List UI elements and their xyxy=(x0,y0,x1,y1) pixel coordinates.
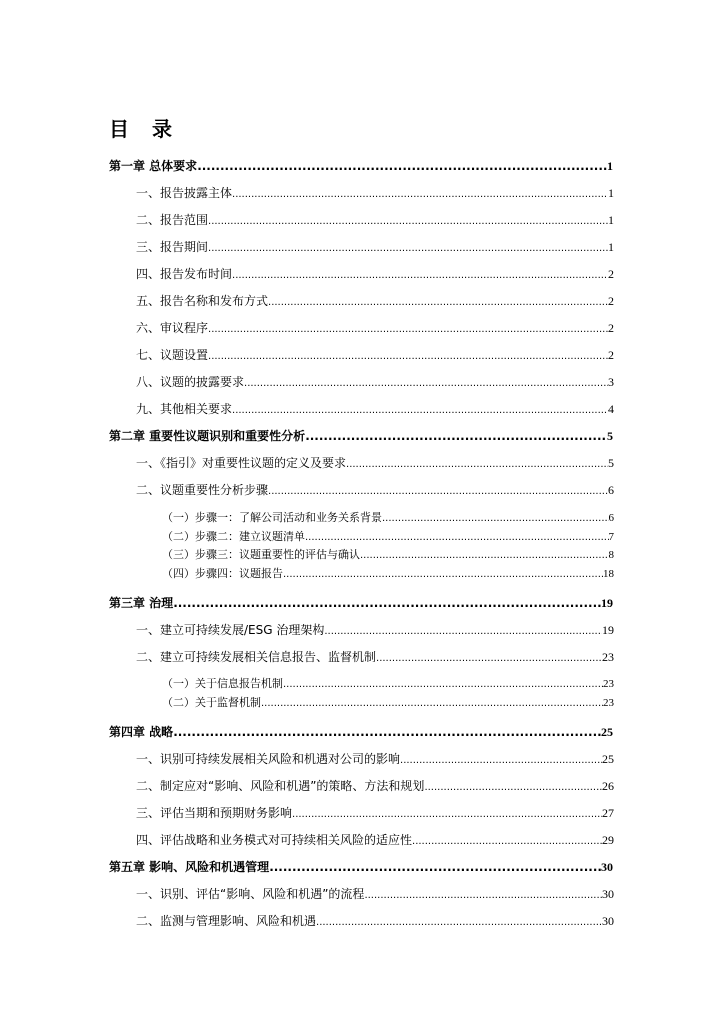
toc-page-number: 30 xyxy=(601,860,613,874)
toc-page-number: 29 xyxy=(602,833,614,847)
toc-page-number: 7 xyxy=(608,531,614,543)
toc-entry-title: 二、监测与管理影响、风险和机遇 xyxy=(136,914,317,928)
toc-entry-title: 第五章 影响、风险和机遇管理 xyxy=(109,860,270,874)
toc-page-number: 1 xyxy=(608,240,614,254)
toc-entry-title: 九、其他相关要求 xyxy=(136,402,233,416)
toc-page-number: 25 xyxy=(602,752,614,766)
toc-leader-dots xyxy=(244,374,608,392)
toc-leader-dots xyxy=(305,428,607,444)
toc-leader-dots xyxy=(364,886,602,904)
toc-leader-dots xyxy=(173,595,601,611)
toc-section-entry[interactable] xyxy=(136,482,614,500)
toc-section-entry[interactable] xyxy=(136,266,614,284)
toc-page-number: 6 xyxy=(608,483,614,497)
toc-leader-dots xyxy=(382,511,609,526)
toc-entry-title: 二、建立可持续发展相关信息报告、监督机制 xyxy=(136,650,377,664)
toc-subsection-entry[interactable] xyxy=(162,696,614,711)
toc-page-number: 26 xyxy=(602,779,614,793)
toc-entry-title: 二、议题重要性分析步骤 xyxy=(136,483,269,497)
toc-entry-title: 一、《指引》对重要性议题的定义及要求 xyxy=(136,456,347,470)
toc-entry-title: （二）关于监督机制 xyxy=(162,696,261,709)
toc-entry-title: 六、审议程序 xyxy=(136,321,209,335)
toc-leader-dots xyxy=(292,805,602,823)
toc-leader-dots xyxy=(424,778,602,796)
toc-leader-dots xyxy=(376,649,602,667)
toc-page-number: 1 xyxy=(608,186,614,200)
toc-section-entry[interactable] xyxy=(136,185,614,203)
toc-section-entry[interactable] xyxy=(136,778,614,796)
toc-section-entry[interactable] xyxy=(136,886,614,904)
toc-page-number: 3 xyxy=(608,375,614,389)
toc-leader-dots xyxy=(197,158,607,174)
toc-chapter-entry[interactable] xyxy=(109,595,613,611)
toc-entry-title: 第三章 治理 xyxy=(109,596,174,610)
toc-title: 目 录 xyxy=(109,117,180,141)
toc-section-entry[interactable] xyxy=(136,913,614,931)
toc-entry-title: 五、报告名称和发布方式 xyxy=(136,294,269,308)
toc-entry-title: 四、报告发布时间 xyxy=(136,267,233,281)
toc-subsection-entry[interactable] xyxy=(162,548,614,563)
toc-page-number: 4 xyxy=(608,402,614,416)
toc-section-entry[interactable] xyxy=(136,374,614,392)
toc-entry-title: （二）步骤二：建立议题清单 xyxy=(162,530,305,543)
toc-entry-title: （一）步骤一：了解公司活动和业务关系背景 xyxy=(162,511,382,524)
toc-page-number: 2 xyxy=(608,294,614,308)
toc-leader-dots xyxy=(208,347,608,365)
toc-entry-title: 三、评估当期和预期财务影响 xyxy=(136,806,293,820)
toc-leader-dots xyxy=(316,913,602,931)
toc-leader-dots xyxy=(412,832,602,850)
toc-leader-dots xyxy=(173,724,601,740)
toc-page-number: 25 xyxy=(601,725,613,739)
toc-section-entry[interactable] xyxy=(136,832,614,850)
toc-subsection-entry[interactable] xyxy=(162,511,614,526)
toc-entry-title: 一、识别、评估“影响、风险和机遇”的流程 xyxy=(136,887,365,901)
toc-page-number: 30 xyxy=(602,887,614,901)
toc-leader-dots xyxy=(232,401,608,419)
toc-leader-dots xyxy=(268,293,608,311)
toc-page-number: 2 xyxy=(608,348,614,362)
toc-section-entry[interactable] xyxy=(136,212,614,230)
toc-chapter-entry[interactable] xyxy=(109,158,613,174)
toc-page-number: 18 xyxy=(603,568,614,580)
toc-entry-title: 二、制定应对“影响、风险和机遇”的策略、方法和规划 xyxy=(136,779,425,793)
toc-entry-title: （三）步骤三：议题重要性的评估与确认 xyxy=(162,548,360,561)
toc-entry-title: 一、识别可持续发展相关风险和机遇对公司的影响 xyxy=(136,752,401,766)
toc-entry-title: 第二章 重要性议题识别和重要性分析 xyxy=(109,429,306,443)
toc-page-number: 19 xyxy=(602,623,614,637)
toc-entry-title: 三、报告期间 xyxy=(136,240,209,254)
toc-leader-dots xyxy=(305,530,609,545)
toc-entry-title: 二、报告范围 xyxy=(136,213,209,227)
toc-leader-dots xyxy=(283,567,603,582)
toc-page-number: 19 xyxy=(601,596,613,610)
toc-entry-title: 一、报告披露主体 xyxy=(136,186,233,200)
toc-page-number: 5 xyxy=(608,456,614,470)
toc-entry-title: （一）关于信息报告机制 xyxy=(162,677,283,690)
toc-section-entry[interactable] xyxy=(136,805,614,823)
toc-leader-dots xyxy=(324,622,602,640)
toc-entry-title: 一、建立可持续发展/ESG 治理架构 xyxy=(136,623,325,637)
toc-subsection-entry[interactable] xyxy=(162,530,614,545)
toc-section-entry[interactable] xyxy=(136,622,614,640)
toc-page-number: 27 xyxy=(602,806,614,820)
toc-subsection-entry[interactable] xyxy=(162,567,614,582)
toc-leader-dots xyxy=(268,482,608,500)
toc-entry-title: 八、议题的披露要求 xyxy=(136,375,245,389)
toc-section-entry[interactable] xyxy=(136,455,614,473)
toc-section-entry[interactable] xyxy=(136,649,614,667)
toc-chapter-entry[interactable] xyxy=(109,724,613,740)
toc-page-number: 5 xyxy=(607,429,613,443)
toc-entry-title: 七、议题设置 xyxy=(136,348,209,362)
toc-section-entry[interactable] xyxy=(136,239,614,257)
toc-page-number: 2 xyxy=(608,321,614,335)
toc-leader-dots xyxy=(360,548,609,563)
toc-leader-dots xyxy=(261,696,603,711)
toc-page-number: 1 xyxy=(608,213,614,227)
toc-entry-title: 第一章 总体要求 xyxy=(109,159,198,173)
toc-leader-dots xyxy=(400,751,602,769)
toc-chapter-entry[interactable] xyxy=(109,428,613,444)
toc-page-number: 30 xyxy=(602,914,614,928)
toc-page-number: 23 xyxy=(603,697,614,709)
toc-page-number: 23 xyxy=(603,678,614,690)
toc-leader-dots xyxy=(208,239,608,257)
toc-section-entry[interactable] xyxy=(136,320,614,338)
toc-entry-title: 第四章 战略 xyxy=(109,725,174,739)
toc-leader-dots xyxy=(208,320,608,338)
toc-leader-dots xyxy=(232,185,608,203)
toc-entry-title: 四、评估战略和业务模式对可持续相关风险的适应性 xyxy=(136,833,413,847)
toc-page-number: 1 xyxy=(607,159,613,173)
toc-page-number: 8 xyxy=(608,549,614,561)
toc-leader-dots xyxy=(269,859,601,875)
toc-section-entry[interactable] xyxy=(136,401,614,419)
toc-section-entry[interactable] xyxy=(136,347,614,365)
toc-page-number: 2 xyxy=(608,267,614,281)
toc-leader-dots xyxy=(346,455,608,473)
toc-leader-dots xyxy=(232,266,608,284)
toc-leader-dots xyxy=(208,212,608,230)
toc-page-number: 6 xyxy=(608,512,614,524)
toc-subsection-entry[interactable] xyxy=(162,677,614,692)
toc-chapter-entry[interactable] xyxy=(109,859,613,875)
toc-leader-dots xyxy=(283,677,603,692)
toc-section-entry[interactable] xyxy=(136,751,614,769)
toc-entry-title: （四）步骤四：议题报告 xyxy=(162,567,283,580)
toc-page-number: 23 xyxy=(602,650,614,664)
toc-section-entry[interactable] xyxy=(136,293,614,311)
